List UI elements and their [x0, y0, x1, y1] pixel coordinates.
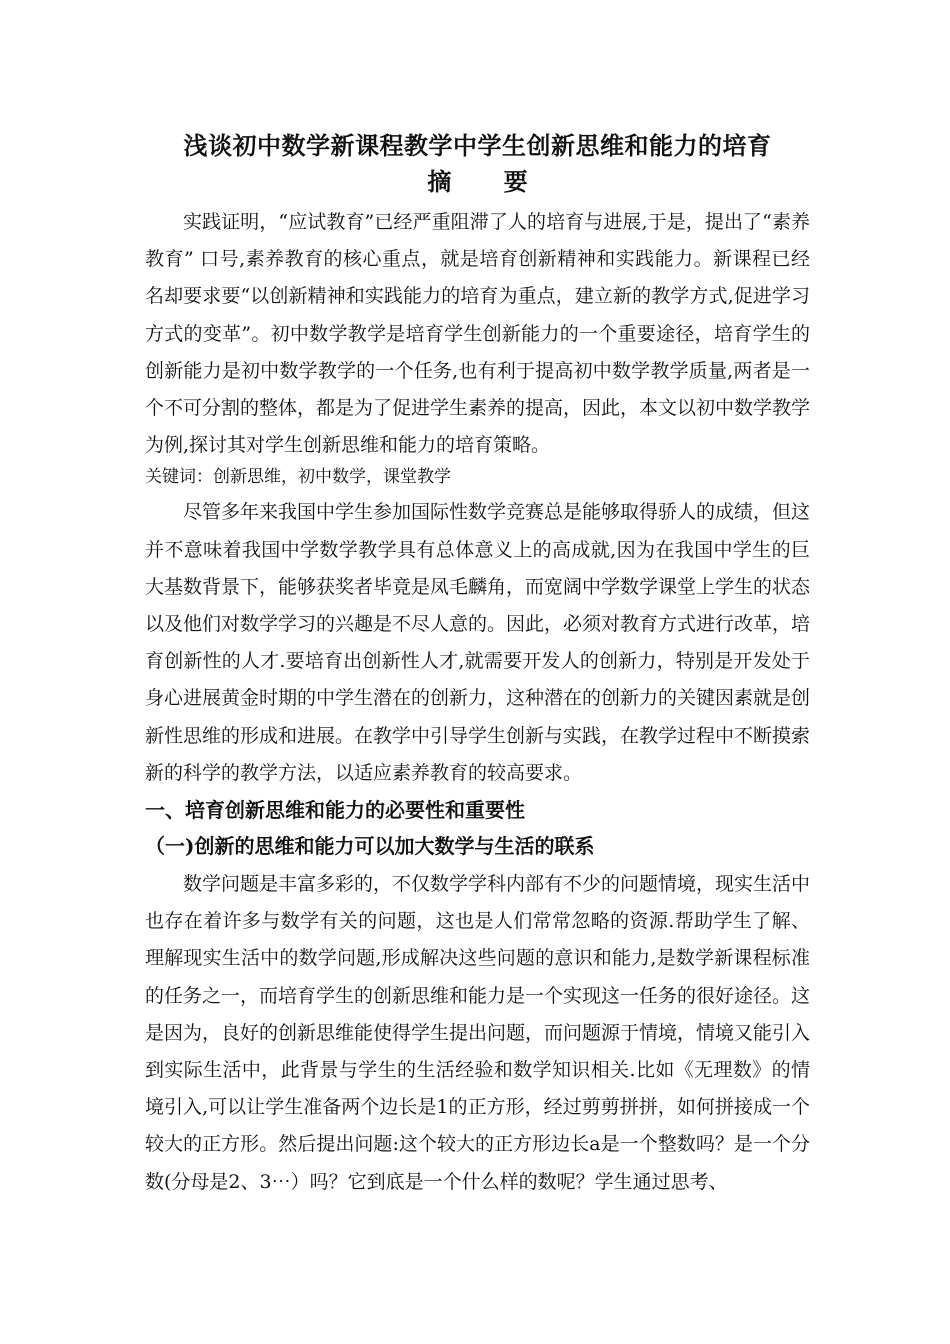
document-title: 浅谈初中数学新课程教学中学生创新思维和能力的培育: [183, 131, 772, 160]
document-page: [145, 128, 810, 1201]
section-heading-1: 一、培育创新思维和能力的必要性和重要性: [145, 798, 525, 823]
abstract-heading: 摘 要: [427, 167, 550, 196]
abstract-paragraph: 实践证明，“应试教育”已经严重阻滞了人的培育与进展,于是，提出了“素养教育” 口号,素养教育的核心重点，就是培育创新精神和实践能力。新课程已经名却要求要“以创新精神和实践能力的培育为重点，建立新的教学方式,促进学习方式的变革”。初中数学教学是培育学生创新能力的一个重要途径，培育学生的创新能力是初中数学教学的一个任务,也有利于提高初中数学教学质量,两者是一个不可分割的整体，都是为了促进学生素养的提高，因此，本文以初中数学教学为例,探讨其对学生创新思维和能力的培育策略。: [145, 211, 811, 457]
intro-paragraph: 尽管多年来我国中学生参加国际性数学竞赛总是能够取得骄人的成绩，但这并不意味着我国中学数学教学具有总体意义上的高成就,因为在我国中学生的巨大基数背景下，能够获奖者毕竟是凤毛麟角，而宽阔中学数学课堂上学生的状态以及他们对数学学习的兴趣是不尽人意的。因此，必须对教育方式进行改革，培育创新性的人才.要培育出创新性人才,就需要开发人的创新力，特别是开发处于身心进展黄金时期的中学生潜在的创新力，这种潜在的创新力的关键因素就是创新性思维的形成和进展。在教学中引导学生创新与实践，在教学过程中不断摸索新的科学的教学方法，以适应素养教育的较高要求。: [145, 501, 811, 784]
subsection-paragraph-1: 数学问题是丰富多彩的，不仅数学学科内部有不少的问题情境，现实生活中也存在着许多与数学有关的问题，这也是人们常常忽略的资源.帮助学生了解、理解现实生活中的数学问题,形成解决这些问题的意识和能力,是数学新课程标准的任务之一，而培育学生的创新思维和能力是一个实现这一任务的很好途径。这是因为，良好的创新思维能使得学生提出问题，而问题源于情境，情境又能引入到实际生活中，此背景与学生的生活经验和数学知识相关.比如《无理数》的情境引入,可以让学生准备两个边长是1的正方形，经过剪剪拼拼，如何拼接成一个较大的正方形。然后提出问题:这个较大的正方形边长a是一个整数吗？是一个分数(分母是2、3⋯）吗？它到底是一个什么样的数呢？学生通过思考、: [145, 873, 811, 1193]
subsection-heading-1: （一)创新的思维和能力可以加大数学与生活的联系: [145, 834, 595, 859]
keywords-line: 关键词：创新思维，初中数学，课堂教学: [145, 467, 451, 488]
